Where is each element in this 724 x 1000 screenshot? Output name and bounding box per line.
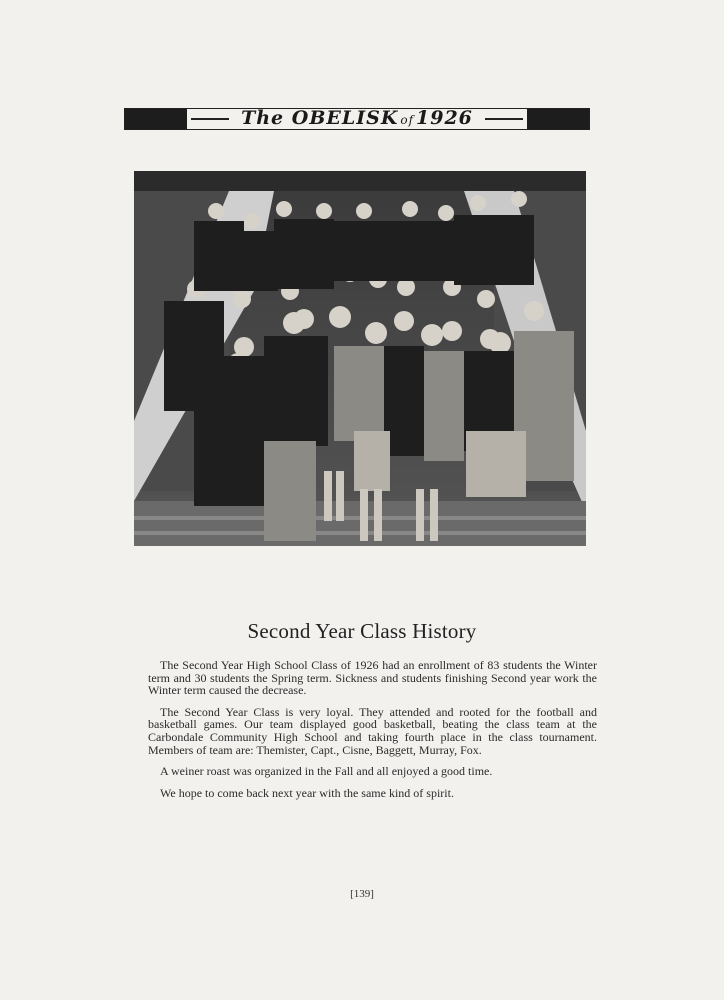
banner-rule-right bbox=[485, 118, 523, 120]
banner-title-the: The bbox=[241, 107, 285, 129]
page-number: [139] bbox=[350, 888, 374, 900]
article-paragraph-1: The Second Year High School Class of 1926 had an enrollment of 83 students the Winter term and 30 students the Spring term. Sickness and students finishing Second year work the Winter term caused the decrease. bbox=[148, 658, 597, 698]
banner-rule-left bbox=[191, 118, 229, 120]
article-heading: Second Year Class History bbox=[247, 619, 477, 643]
ornament-left-icon bbox=[125, 109, 187, 129]
banner-title bbox=[233, 108, 481, 130]
article-paragraph-2: The Second Year Class is very loyal. They attended and rooted for the football and basketball games. Our team displayed good basketball, beating the class team at the Carbondale Community High School and taking fourth place in the class tournament. Members of team are: Themister, Capt., Cisne, Baggett, Murray, Fox. bbox=[148, 704, 597, 757]
banner-title-of: of bbox=[400, 113, 415, 127]
article-body bbox=[148, 659, 597, 808]
article-paragraph-3: A weiner roast was organized in the Fall and all enjoyed a good time. bbox=[148, 764, 493, 779]
ornament-right-icon bbox=[527, 109, 589, 129]
class-group-photo bbox=[134, 171, 586, 546]
header-banner bbox=[124, 108, 590, 130]
group-photo-icon bbox=[134, 171, 586, 546]
banner-title-year: 1926 bbox=[416, 107, 473, 129]
banner-title-main: OBELISK bbox=[291, 107, 399, 129]
article-paragraph-4: We hope to come back next year with the same kind of spirit. bbox=[148, 785, 454, 800]
